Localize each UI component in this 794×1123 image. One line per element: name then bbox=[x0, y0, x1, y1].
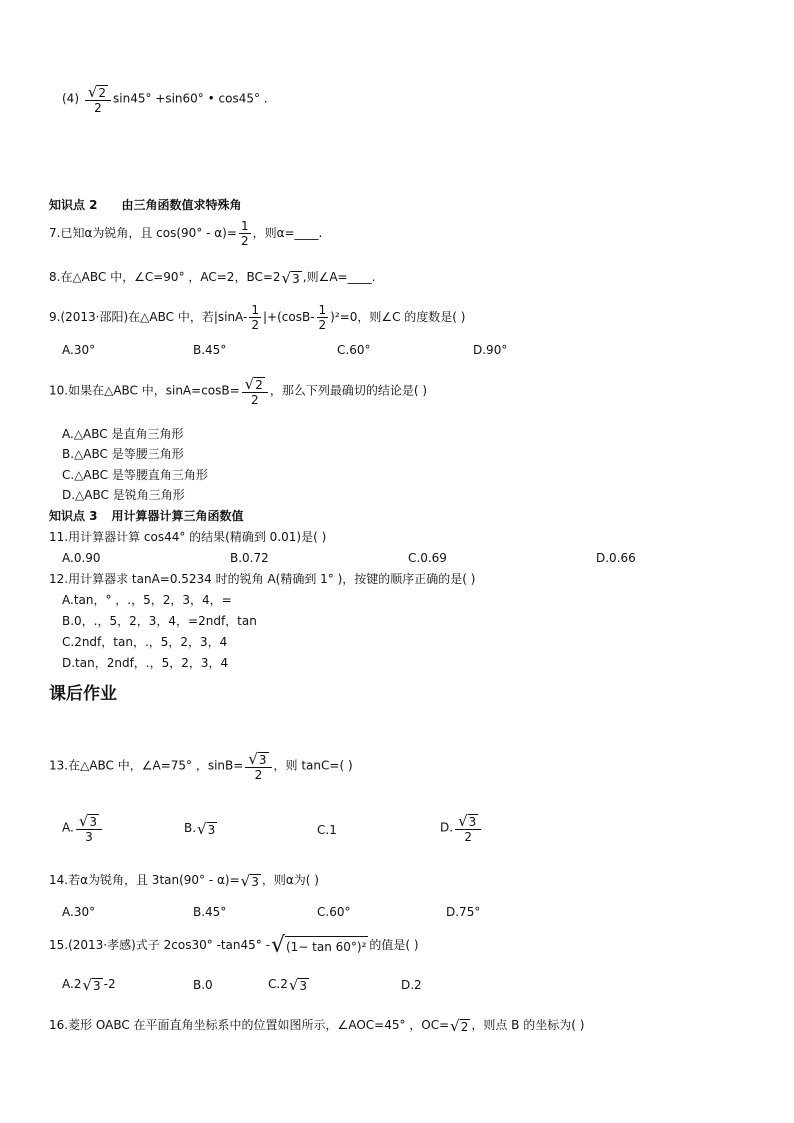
q14-option-b: B.45° bbox=[193, 905, 227, 919]
question-7: 7.已知α为锐角，且 cos(90° - α)= $\frac{1}{2}$ ，则α=____. bbox=[49, 219, 323, 248]
question-12: 12.用计算器求 tanA=0.5234 时的锐角 A(精确到 1° )，按键的顺序正确的是( ) bbox=[49, 572, 476, 586]
q10-option-a: A.△ABC 是直角三角形 bbox=[62, 427, 184, 441]
q13-option-d: D. √ 3 2 bbox=[440, 812, 483, 844]
q10-option-d: D.△ABC 是锐角三角形 bbox=[62, 488, 185, 502]
q15-option-d: D.2 bbox=[401, 978, 422, 992]
q11-option-d: D.0.66 bbox=[596, 551, 636, 565]
q11-option-c: C.0.69 bbox=[408, 551, 447, 565]
q13-option-c: C.1 bbox=[317, 823, 337, 837]
q12-option-b: B.0，.，5，2，3，4，=2ndf，tan bbox=[62, 614, 257, 628]
q11-option-a: A.0.90 bbox=[62, 551, 101, 565]
question-8: 8.在△ABC 中，∠C=90° ，AC=2，BC=2 √ 3 ,则∠A=____. bbox=[49, 269, 376, 287]
q14-option-c: C.60° bbox=[317, 905, 351, 919]
q12-option-d: D.tan，2ndf，.，5，2，3，4 bbox=[62, 656, 229, 670]
question-15: 15.(2013·孝感)式子 2cos30° -tan45° - √ (1− tan 60°)² 的值是( ) bbox=[49, 933, 419, 958]
q4-line: (4) √ 2 2 sin45° +sin60° • cos45° . bbox=[62, 83, 268, 115]
question-13: 13.在△ABC 中，∠A=75° ，sinB= √ 3 2 ，则 tanC=( ) bbox=[49, 750, 353, 782]
q4-fraction: √ 2 2 bbox=[85, 83, 111, 115]
q15-option-c: C.2 √ 3 bbox=[268, 976, 308, 994]
q10-option-b: B.△ABC 是等腰三角形 bbox=[62, 447, 184, 461]
q8-radical: √ 3 bbox=[281, 269, 300, 287]
q13-option-a: A. √ 3 3 bbox=[62, 812, 104, 844]
q9-option-d: D.90° bbox=[473, 343, 508, 357]
q7-fraction: $\frac{1}{2}$ bbox=[240, 219, 249, 248]
homework-heading: 课后作业 bbox=[49, 684, 117, 704]
q15-option-b: B.0 bbox=[193, 978, 213, 992]
q11-option-b: B.0.72 bbox=[230, 551, 269, 565]
section3-heading: 知识点 3 用计算器计算三角函数值 bbox=[49, 509, 244, 523]
q13-option-b: B. √ 3 bbox=[184, 820, 216, 838]
q14-option-d: D.75° bbox=[446, 905, 481, 919]
q9-option-c: C.60° bbox=[337, 343, 371, 357]
q12-option-c: C.2ndf，tan，.，5，2，3，4 bbox=[62, 635, 228, 649]
q14-option-a: A.30° bbox=[62, 905, 96, 919]
q15-option-a: A.2 √ 3 -2 bbox=[62, 976, 116, 994]
section2-heading: 知识点 2 由三角函数值求特殊角 bbox=[49, 198, 242, 212]
question-9: 9.(2013·邵阳)在△ABC 中，若|sinA- $\frac{1}{2}$ |+(cosB- $\frac{1}{2}$ )²=0，则∠C 的度数是( ) bbox=[49, 303, 466, 332]
q9-option-a: A.30° bbox=[62, 343, 96, 357]
question-14: 14.若α为锐角，且 3tan(90° - α)= √ 3 ，则α为( ) bbox=[49, 872, 319, 890]
question-10: 10.如果在△ABC 中，sinA=cosB= √ 2 2 ，那么下列最确切的结论是( ) bbox=[49, 375, 428, 407]
q12-option-a: A.tan，° ，.，5，2，3，4，= bbox=[62, 593, 232, 607]
q10-fraction: √ 2 2 bbox=[242, 375, 268, 407]
question-11: 11.用计算器计算 cos44° 的结果(精确到 0.01)是( ) bbox=[49, 530, 327, 544]
q15-radical: √ (1− tan 60°)² bbox=[270, 933, 367, 958]
question-16: 16.菱形 OABC 在平面直角坐标系中的位置如图所示，∠AOC=45° ，OC= √ 2 ，则点 B 的坐标为( ) bbox=[49, 1017, 585, 1035]
q9-option-b: B.45° bbox=[193, 343, 227, 357]
q10-option-c: C.△ABC 是等腰直角三角形 bbox=[62, 468, 208, 482]
